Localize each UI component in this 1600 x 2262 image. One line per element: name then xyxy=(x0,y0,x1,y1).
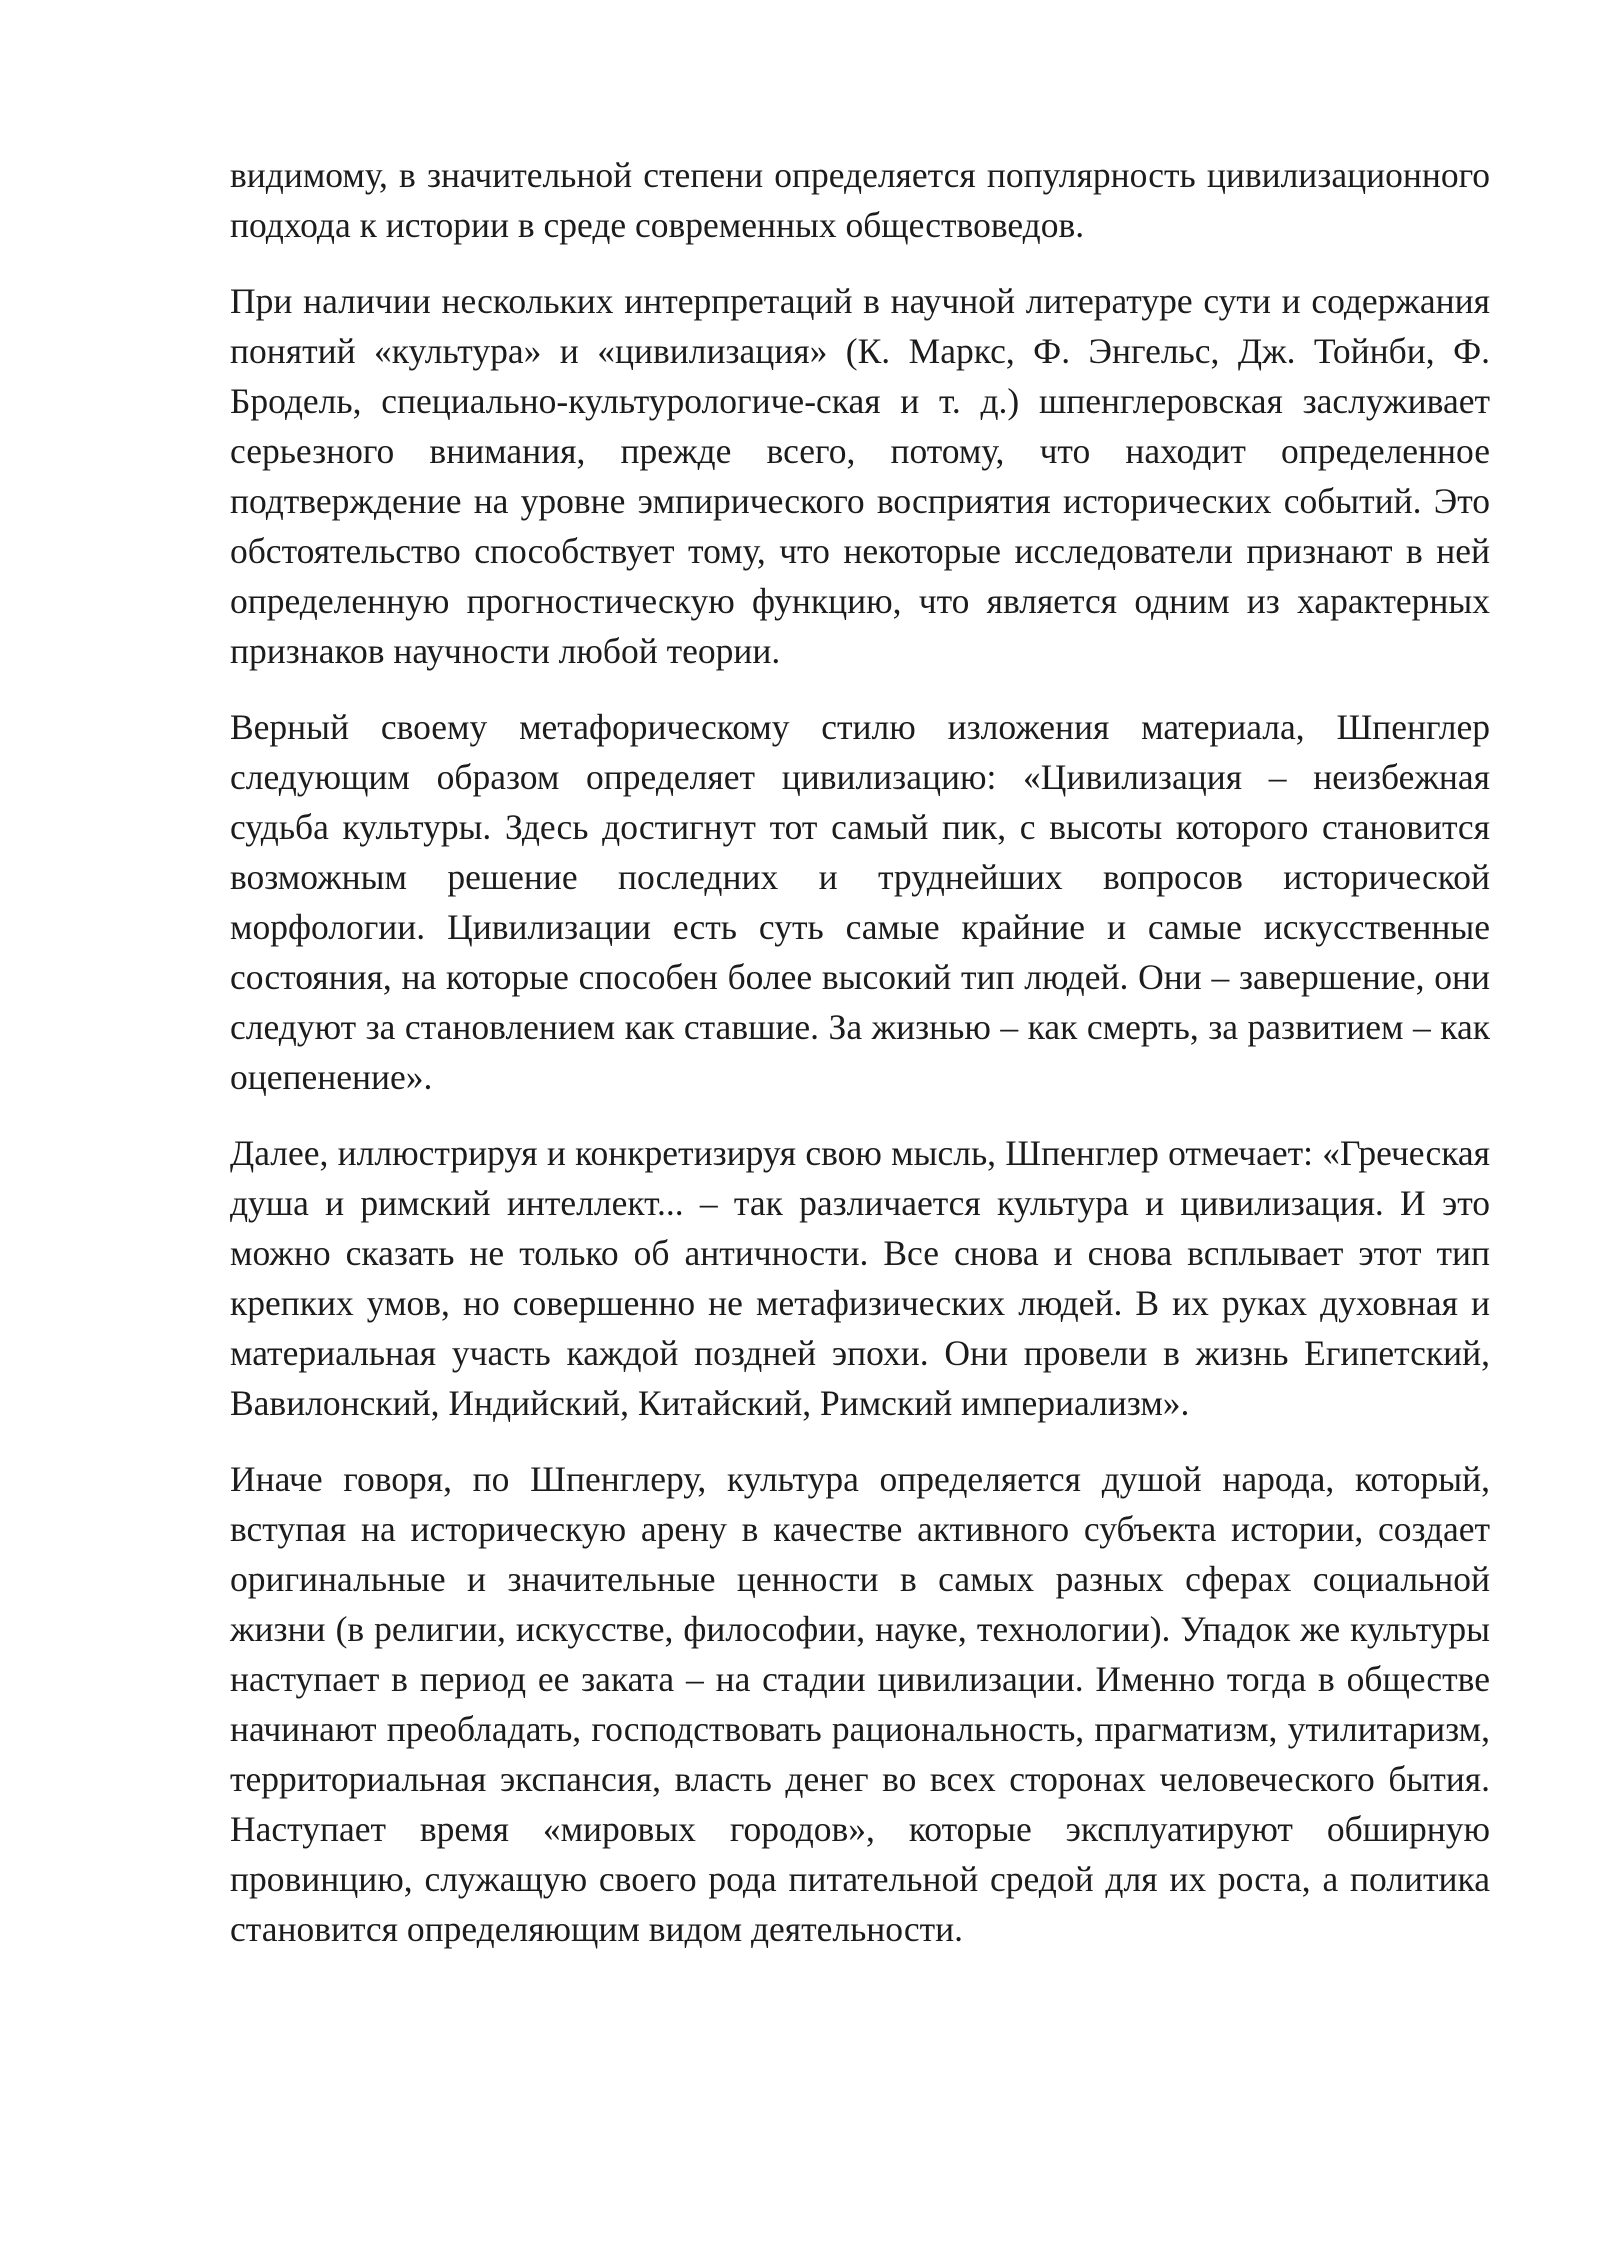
paragraph: Далее, иллюстрируя и конкретизируя свою мысль, Шпенглер отмечает: «Греческая душа и римский интеллект... – так различается культура и цивилизация. И это можно сказать не только об античности. Все снова и снова всплывает этот тип крепких умов, но совершенно не метафизических людей. В их руках духовная и материальная участь каждой поздней эпохи. Они провели в жизнь Египетский, Вавилонский, Индийский, Китайский, Римский империализм». xyxy=(230,1133,1490,1423)
paragraph: Иначе говоря, по Шпенглеру, культура определяется душой народа, который, вступая на историческую арену в качестве активного субъекта истории, создает оригинальные и значительные ценности в самых разных сферах социальной жизни (в религии, искусстве, философии, науке, технологии). Упадок же культуры наступает в период ее заката – на стадии цивилизации. Именно тогда в обществе начинают преобладать, господствовать рациональность, прагматизм, утилитаризм, территориальная экспансия, власть денег во всех сторонах человеческого бытия. Наступает время «мировых городов», которые эксплуатируют обширную провинцию, служащую своего рода питательной средой для их роста, а политика становится определяющим видом деятельности. xyxy=(230,1459,1490,1949)
paragraph: Верный своему метафорическому стилю изложения материала, Шпенглер следующим образом определяет цивилизацию: «Цивилизация – неизбежная судьба культуры. Здесь достигнут тот самый пик, с высоты которого становится возможным решение последних и труднейших вопросов исторической морфологии. Цивилизации есть суть самые крайние и самые искусственные состояния, на которые способен более высокий тип людей. Они – завершение, они следуют за становлением как ставшие. За жизнью – как смерть, за развитием – как оцепенение». xyxy=(230,707,1490,1097)
paragraph: При наличии нескольких интерпретаций в научной литературе сути и содержания понятий «культура» и «цивилизация» (К. Маркс, Ф. Энгельс, Дж. Тойнби, Ф. Бродель, специально-культурологиче-ская и т. д.) шпенглеровская заслуживает серьезного внимания, прежде всего, потому, что находит определенное подтверждение на уровне эмпирического восприятия исторических событий. Это обстоятельство способствует тому, что некоторые исследователи признают в ней определенную прогностическую функцию, что является одним из характерных признаков научности любой теории. xyxy=(230,281,1490,671)
document-body xyxy=(230,150,1490,1980)
paragraph: видимому, в значительной степени определяется популярность цивилизационного подхода к истории в среде современных обществоведов. xyxy=(230,155,1490,245)
